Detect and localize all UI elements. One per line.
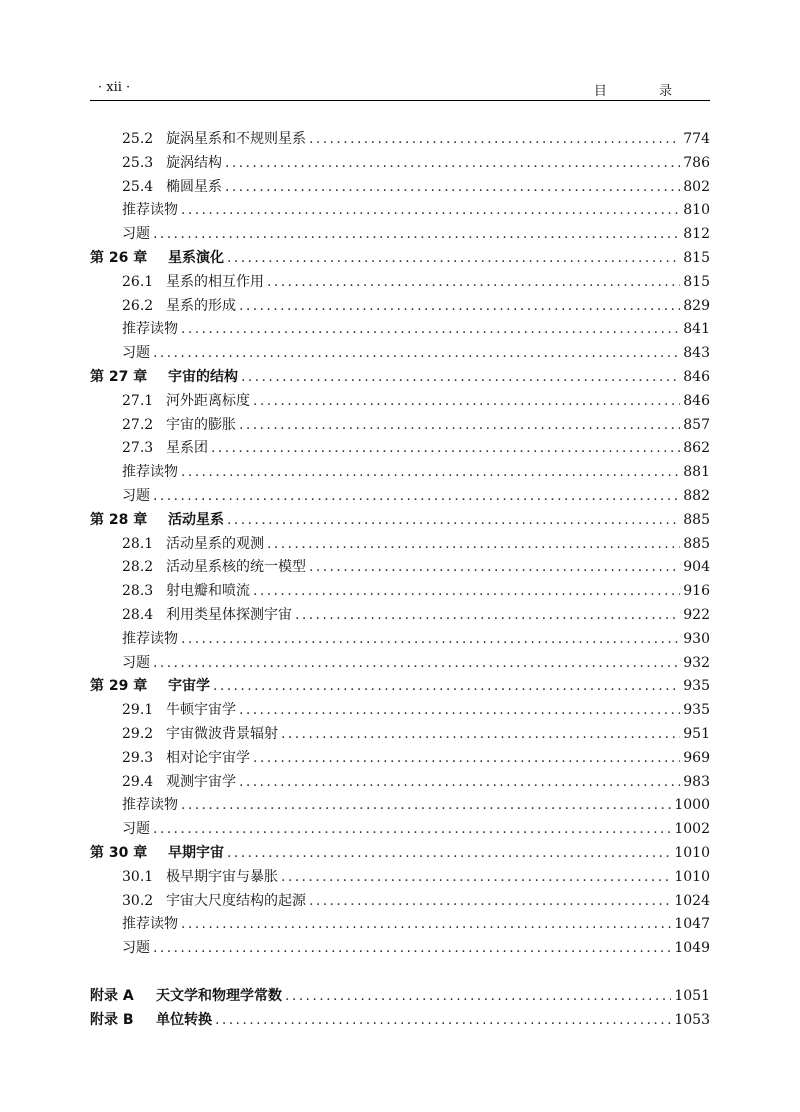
dot-leader — [227, 247, 680, 271]
toc-entry-number: 29.2 — [122, 725, 154, 742]
toc-sec-row — [90, 176, 710, 200]
toc-entry-page: 885 — [683, 535, 710, 552]
toc-sec-row — [90, 390, 710, 414]
dot-leader — [309, 890, 671, 914]
dot-leader — [267, 533, 680, 557]
toc-extra-row — [90, 818, 710, 842]
toc-entry-page: 774 — [683, 131, 710, 147]
toc-sec-row — [90, 580, 710, 604]
toc-entry-number: 29.3 — [122, 749, 154, 766]
toc-entry-page: 1047 — [674, 916, 710, 933]
dot-leader — [153, 818, 671, 842]
toc-entry-page: 1051 — [674, 987, 710, 1004]
dot-leader — [253, 580, 680, 604]
toc-sec-row — [90, 437, 710, 461]
toc-entry-page: 1010 — [674, 868, 710, 885]
toc-entry-title: 活动星系 — [168, 511, 224, 528]
toc-entry-page: 815 — [683, 273, 710, 290]
toc-entry-page: 935 — [683, 702, 710, 719]
toc-entry-page: 885 — [683, 511, 710, 528]
dot-leader — [153, 652, 680, 676]
dot-leader — [153, 485, 680, 509]
toc-entry-page: 786 — [683, 154, 710, 171]
dot-leader — [227, 842, 671, 866]
toc-entry-page: 846 — [683, 392, 710, 409]
toc-entry-title: 河外距离标度 — [166, 392, 250, 409]
toc-entry-title: 牛顿宇宙学 — [166, 702, 236, 719]
toc-entry-number: 第 26 章 — [90, 249, 148, 266]
toc-entry-title: 宇宙学 — [168, 678, 210, 695]
toc-appendices — [90, 985, 710, 1033]
toc-entry-page: 882 — [683, 487, 710, 504]
toc-entry-page: 969 — [683, 749, 710, 766]
toc-sec-row — [90, 556, 710, 580]
header-rule — [90, 100, 710, 101]
toc-entry-page: 881 — [683, 464, 710, 481]
toc-chapter-row — [90, 842, 710, 866]
toc-entry-number: 25.3 — [122, 154, 154, 171]
dot-leader — [239, 771, 680, 795]
toc-extra-row — [90, 223, 710, 247]
toc-sec-row — [90, 604, 710, 628]
toc-entry-title: 早期宇宙 — [168, 844, 224, 861]
toc-entry-title: 推荐读物 — [122, 202, 178, 219]
toc-entry-page: 802 — [683, 178, 710, 195]
toc-sec-row — [90, 533, 710, 557]
toc-entry-number: 第 27 章 — [90, 368, 148, 385]
toc-entry-title: 宇宙微波背景辐射 — [166, 725, 278, 742]
dot-leader — [153, 342, 680, 366]
toc-entry-number: 27.3 — [122, 440, 154, 457]
toc-entry-page: 1053 — [674, 1011, 710, 1028]
page-number: · xii · — [98, 80, 131, 95]
toc-entry-number: 30.1 — [122, 868, 154, 885]
toc-sec-row — [90, 152, 710, 176]
toc-sec-row — [90, 723, 710, 747]
toc-extra-row — [90, 485, 710, 509]
toc-extra-row — [90, 794, 710, 818]
toc-entry-page: 812 — [683, 226, 710, 243]
toc-entry-title: 利用类星体探测宇宙 — [166, 606, 292, 623]
toc-entry-number: 29.1 — [122, 702, 154, 719]
toc-entry-number: 附录 A — [90, 987, 134, 1004]
toc-extra-row — [90, 461, 710, 485]
dot-leader — [239, 295, 680, 319]
toc-entry-page: 1049 — [674, 940, 710, 957]
dot-leader — [181, 199, 680, 223]
toc-extra-row — [90, 652, 710, 676]
toc-chapters — [90, 128, 710, 961]
toc-entry-title: 习题 — [122, 487, 150, 504]
toc-sec-row — [90, 699, 710, 723]
toc-entry-number: 第 30 章 — [90, 844, 148, 861]
toc-entry-page: 810 — [683, 202, 710, 219]
toc-entry-page: 815 — [683, 249, 710, 266]
header-title: 目 录 — [593, 84, 696, 99]
toc-chapter-row — [90, 366, 710, 390]
toc-extra-row — [90, 342, 710, 366]
toc-entry-number: 28.4 — [122, 606, 154, 623]
toc-entry-number: 30.2 — [122, 892, 154, 909]
dot-leader — [215, 1009, 671, 1033]
toc-extra-row — [90, 937, 710, 961]
dot-leader — [281, 866, 671, 890]
dot-leader — [241, 366, 680, 390]
toc-entry-title: 习题 — [122, 654, 150, 671]
dot-leader — [213, 675, 680, 699]
toc-sec-row — [90, 414, 710, 438]
dot-leader — [225, 152, 680, 176]
toc-extra-row — [90, 199, 710, 223]
toc-entry-number: 28.1 — [122, 535, 154, 552]
toc-entry-page: 1024 — [674, 892, 710, 909]
toc-entry-title: 星系的形成 — [166, 297, 236, 314]
toc-entry-page: 951 — [683, 725, 710, 742]
toc-entry-number: 26.2 — [122, 297, 154, 314]
toc-entry-title: 极早期宇宙与暴胀 — [166, 868, 278, 885]
toc-sec-row — [90, 866, 710, 890]
dot-leader — [153, 937, 671, 961]
dot-leader — [239, 699, 680, 723]
toc-entry-number: 第 29 章 — [90, 678, 148, 695]
dot-leader — [227, 509, 680, 533]
toc-entry-page: 935 — [683, 678, 710, 695]
toc-entry-title: 推荐读物 — [122, 630, 178, 647]
toc-entry-page: 983 — [683, 773, 710, 790]
dot-leader — [281, 723, 680, 747]
section-gap — [90, 961, 710, 985]
toc-sec-row — [90, 771, 710, 795]
dot-leader — [225, 176, 680, 200]
toc-entry-title: 习题 — [122, 940, 150, 957]
dot-leader — [253, 390, 680, 414]
dot-leader — [309, 556, 680, 580]
toc-entry-title: 射电瓣和喷流 — [166, 583, 250, 600]
toc-appendix-row — [90, 1009, 710, 1033]
toc-entry-title: 宇宙的膨胀 — [166, 416, 236, 433]
dot-leader — [267, 271, 680, 295]
dot-leader — [309, 128, 680, 152]
toc-appendix-row — [90, 985, 710, 1009]
toc-entry-page: 916 — [683, 583, 710, 600]
toc-entry-page: 841 — [683, 321, 710, 338]
toc-entry-title: 椭圆星系 — [166, 178, 222, 195]
toc-entry-page: 1000 — [674, 797, 710, 814]
toc-entry-title: 推荐读物 — [122, 321, 178, 338]
toc-extra-row — [90, 913, 710, 937]
toc-sec-row — [90, 890, 710, 914]
toc-entry-title: 天文学和物理学常数 — [156, 987, 282, 1004]
toc-entry-title: 旋涡星系和不规则星系 — [166, 131, 306, 147]
toc-extra-row — [90, 318, 710, 342]
toc-entry-number: 25.2 — [122, 131, 154, 147]
toc-entry-title: 单位转换 — [156, 1011, 212, 1028]
toc-entry-title: 活动星系核的统一模型 — [166, 559, 306, 576]
toc-entry-page: 843 — [683, 345, 710, 362]
toc-extra-row — [90, 628, 710, 652]
toc-entry-title: 星系的相互作用 — [166, 273, 264, 290]
toc-entry-title: 推荐读物 — [122, 916, 178, 933]
dot-leader — [211, 437, 680, 461]
dot-leader — [295, 604, 680, 628]
toc-entry-page: 904 — [683, 559, 710, 576]
toc-chapter-row — [90, 675, 710, 699]
toc-entry-title: 星系演化 — [168, 249, 224, 266]
toc-entry-number: 26.1 — [122, 273, 154, 290]
dot-leader — [181, 794, 671, 818]
toc-entry-number: 27.2 — [122, 416, 154, 433]
dot-leader — [239, 414, 680, 438]
toc-entry-title: 星系团 — [166, 440, 208, 457]
toc-sec-row — [90, 128, 710, 152]
dot-leader — [181, 628, 680, 652]
toc-entry-title: 推荐读物 — [122, 464, 178, 481]
toc-entry-title: 宇宙的结构 — [168, 368, 238, 385]
toc-entry-title: 习题 — [122, 821, 150, 838]
toc-chapter-row — [90, 509, 710, 533]
toc-entry-title: 旋涡结构 — [166, 154, 222, 171]
toc-entry-page: 930 — [683, 630, 710, 647]
toc-entry-title: 习题 — [122, 226, 150, 243]
toc-sec-row — [90, 747, 710, 771]
dot-leader — [181, 913, 671, 937]
dot-leader — [253, 747, 680, 771]
toc-sec-row — [90, 295, 710, 319]
toc-entry-page: 932 — [683, 654, 710, 671]
dot-leader — [285, 985, 671, 1009]
toc-chapter-row — [90, 247, 710, 271]
toc-entry-page: 857 — [683, 416, 710, 433]
dot-leader — [153, 223, 680, 247]
toc-entry-title: 相对论宇宙学 — [166, 749, 250, 766]
toc-entry-number: 25.4 — [122, 178, 154, 195]
toc-entry-title: 观测宇宙学 — [166, 773, 236, 790]
toc-entry-number: 28.2 — [122, 559, 154, 576]
toc-entry-title: 宇宙大尺度结构的起源 — [166, 892, 306, 909]
toc-entry-page: 846 — [683, 368, 710, 385]
toc-entry-number: 附录 B — [90, 1011, 134, 1028]
toc-entry-number: 29.4 — [122, 773, 154, 790]
toc-entry-number: 27.1 — [122, 392, 154, 409]
toc-entry-page: 862 — [683, 440, 710, 457]
toc-entry-page: 1010 — [674, 844, 710, 861]
table-of-contents — [90, 128, 710, 1032]
toc-entry-page: 922 — [683, 606, 710, 623]
dot-leader — [181, 318, 680, 342]
toc-entry-page: 829 — [683, 297, 710, 314]
toc-entry-title: 活动星系的观测 — [166, 535, 264, 552]
toc-entry-page: 1002 — [674, 821, 710, 838]
running-header — [90, 80, 710, 98]
toc-entry-title: 推荐读物 — [122, 797, 178, 814]
toc-entry-number: 第 28 章 — [90, 511, 148, 528]
toc-entry-title: 习题 — [122, 345, 150, 362]
toc-sec-row — [90, 271, 710, 295]
dot-leader — [181, 461, 680, 485]
toc-entry-number: 28.3 — [122, 583, 154, 600]
